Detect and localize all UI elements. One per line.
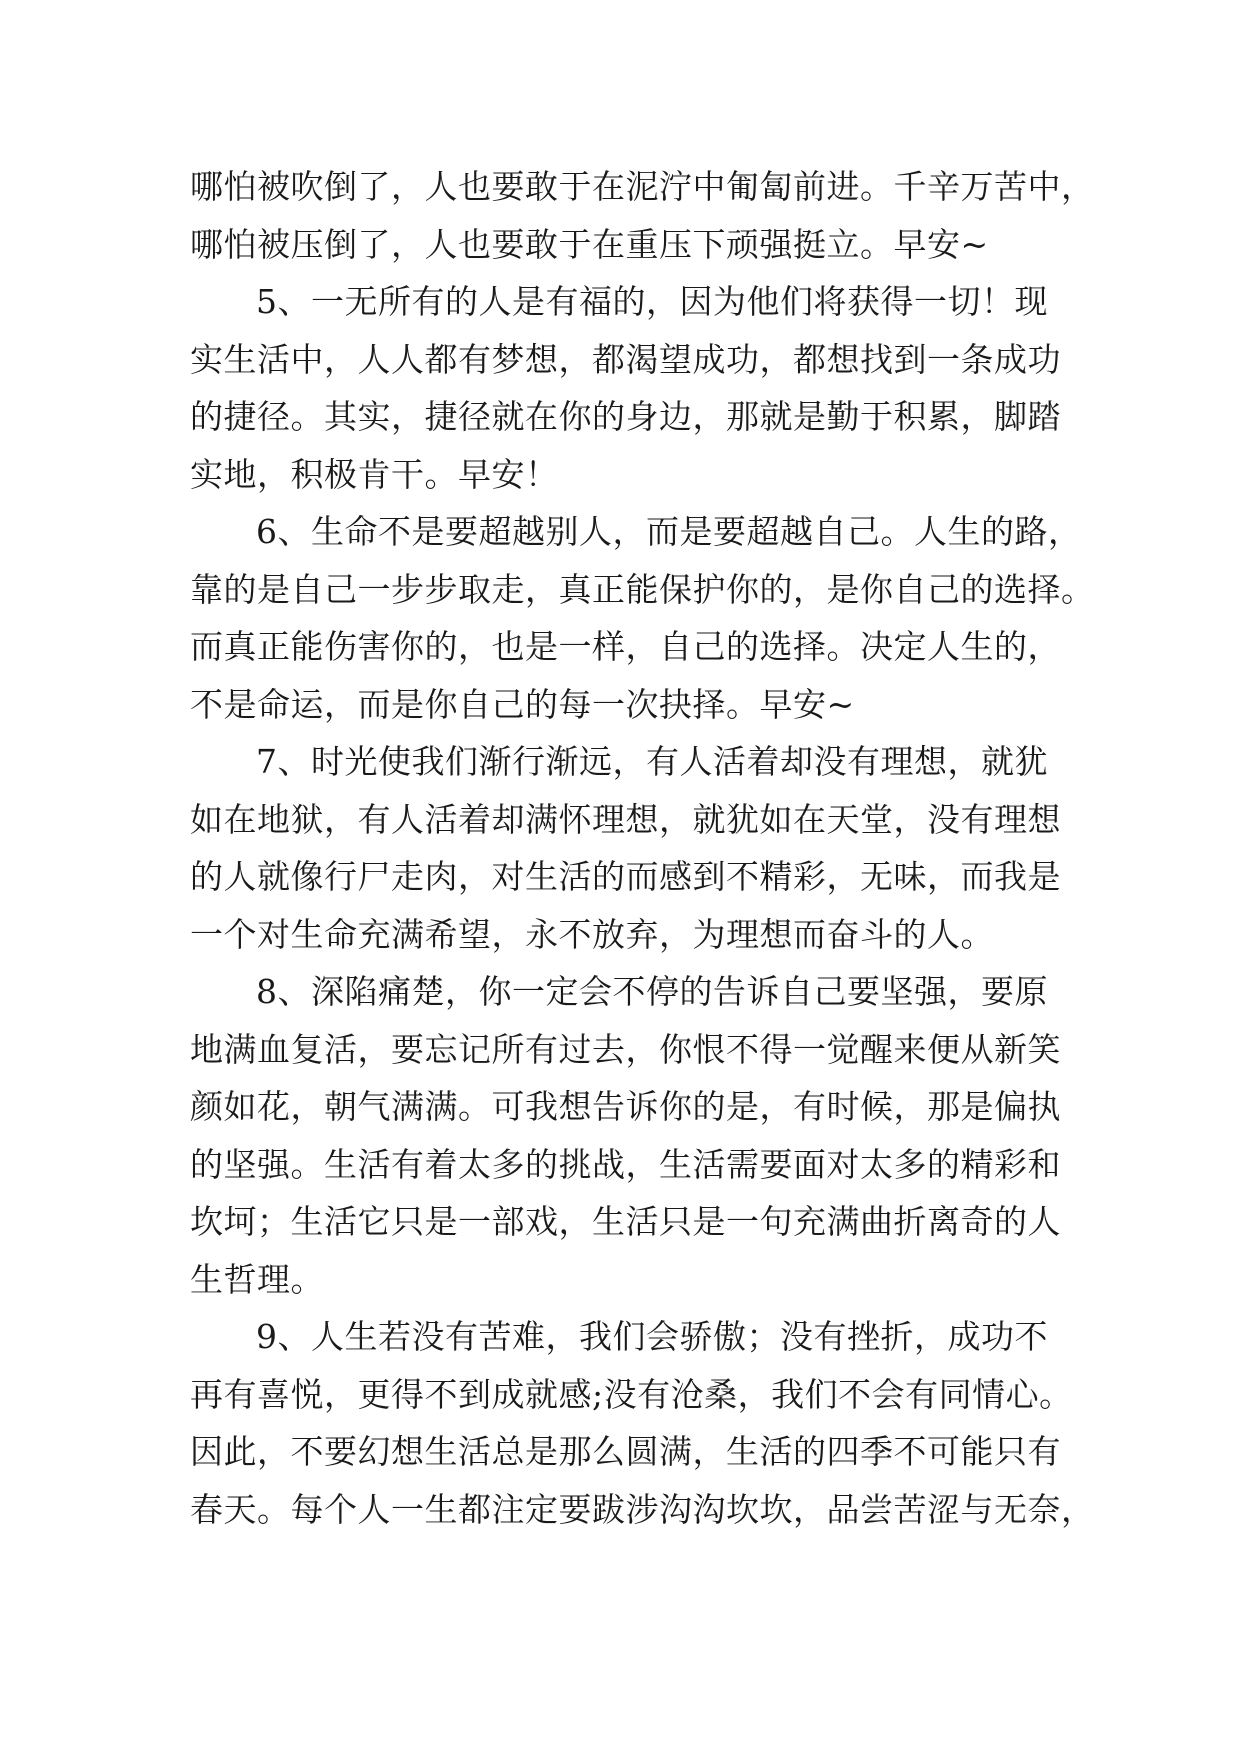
text-line: 如在地狱，有人活着却满怀理想，就犹如在天堂，没有理想 [190,799,1061,839]
text-line: 生哲理。 [190,1259,324,1299]
paragraph-start-line: 7、时光使我们渐行渐远，有人活着却没有理想，就犹 [256,742,1048,781]
text-line: 哪怕被吹倒了，人也要敢于在泥泞中匍匐前进。千辛万苦中， [190,167,1095,206]
text-line: 坎坷；生活它只是一部戏，生活只是一句充满曲折离奇的人 [190,1202,1061,1241]
text-line: 再有喜悦，更得不到成就感;没有沧桑，我们不会有同情心。 [190,1374,1073,1414]
text-line: 哪怕被压倒了，人也要敢于在重压下顽强挺立。早安~ [190,224,989,264]
text-line: 的捷径。其实，捷径就在你的身边，那就是勤于积累，脚踏 [190,397,1061,436]
text-line: 实地，积极肯干。早安！ [190,454,559,494]
paragraph-start-line: 9、人生若没有苦难，我们会骄傲；没有挫折，成功不 [256,1317,1048,1356]
paragraph-start-line: 6、生命不是要超越别人，而是要超越自己。人生的路， [256,512,1082,551]
text-line: 的坚强。生活有着太多的挑战，生活需要面对太多的精彩和 [190,1144,1061,1184]
text-line: 不是命运，而是你自己的每一次抉择。早安~ [190,684,855,724]
text-line: 春天。每个人一生都注定要跋涉沟沟坎坎，品尝苦涩与无奈， [190,1489,1095,1529]
text-line: 实生活中，人人都有梦想，都渴望成功，都想找到一条成功 [190,339,1061,379]
text-line: 因此，不要幻想生活总是那么圆满，生活的四季不可能只有 [190,1432,1061,1471]
document-body [190,158,1095,1538]
text-line: 地满血复活，要忘记所有过去，你恨不得一觉醒来便从新笑 [190,1029,1061,1069]
text-line: 一个对生命充满希望，永不放弃，为理想而奋斗的人。 [190,914,994,954]
paragraph-start-line: 8、深陷痛楚，你一定会不停的告诉自己要坚强，要原 [256,972,1048,1011]
paragraph-start-line: 5、一无所有的人是有福的，因为他们将获得一切！现 [256,282,1048,321]
text-line: 的人就像行尸走肉，对生活的而感到不精彩，无味，而我是 [190,857,1061,896]
text-line: 靠的是自己一步步取走，真正能保护你的，是你自己的选择。 [190,569,1095,609]
text-line: 而真正能伤害你的，也是一样，自己的选择。决定人生的， [190,627,1061,666]
text-line: 颜如花，朝气满满。可我想告诉你的是，有时候，那是偏执 [190,1087,1061,1126]
